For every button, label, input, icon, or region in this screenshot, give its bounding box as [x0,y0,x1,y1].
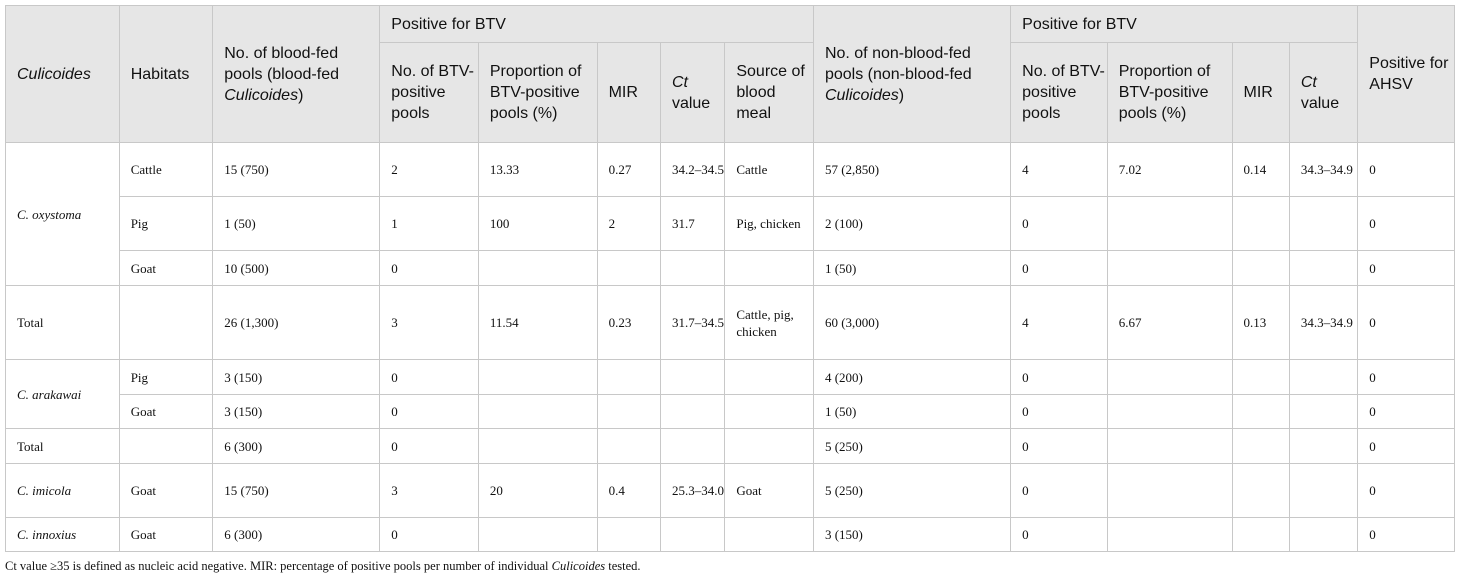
header-non-blood-fed-pools: No. of non-blood-fed pools (non-blood-fed Culicoides) [813,6,1010,143]
table-header [6,6,1455,143]
nbf-ct-cell [1289,395,1357,429]
blood-fed-pools-cell: 15 (750) [213,464,380,518]
nbf-positive-pools-cell: 0 [1011,395,1108,429]
header-bf-mir: MIR [597,43,660,143]
bf-proportion-cell: 11.54 [478,286,597,360]
table-body [6,143,1455,552]
non-blood-fed-pools-cell: 3 (150) [813,518,1010,552]
nbf-mir-cell [1232,197,1289,251]
bf-mir-cell [597,251,660,286]
bf-proportion-cell [478,429,597,464]
bf-positive-pools-cell: 0 [380,251,479,286]
non-blood-fed-pools-cell: 2 (100) [813,197,1010,251]
species-cell: Total [6,286,120,360]
table-row [6,360,1455,395]
bf-positive-pools-cell: 0 [380,518,479,552]
bf-positive-pools-cell: 1 [380,197,479,251]
blood-fed-pools-cell: 10 (500) [213,251,380,286]
nbf-ct-cell [1289,464,1357,518]
nbf-proportion-cell [1107,464,1232,518]
source-blood-meal-cell: Pig, chicken [725,197,814,251]
species-cell: Total [6,429,120,464]
ahsv-cell: 0 [1358,143,1455,197]
bf-positive-pools-cell: 0 [380,429,479,464]
nbf-positive-pools-cell: 0 [1011,360,1108,395]
source-blood-meal-cell [725,429,814,464]
bf-mir-cell: 2 [597,197,660,251]
nbf-ct-cell: 34.3–34.9 [1289,143,1357,197]
nbf-ct-cell [1289,518,1357,552]
nbf-positive-pools-cell: 4 [1011,143,1108,197]
nbf-proportion-cell [1107,197,1232,251]
source-blood-meal-cell [725,518,814,552]
bf-positive-pools-cell: 0 [380,395,479,429]
nbf-ct-cell [1289,429,1357,464]
nbf-mir-cell [1232,464,1289,518]
nbf-mir-cell [1232,251,1289,286]
source-blood-meal-cell: Cattle [725,143,814,197]
data-table-container [5,5,1455,552]
nbf-mir-cell: 0.13 [1232,286,1289,360]
bf-ct-cell [660,360,724,395]
nbf-positive-pools-cell: 0 [1011,518,1108,552]
bf-ct-cell [660,429,724,464]
bf-positive-pools-cell: 2 [380,143,479,197]
species-cell: C. innoxius [6,518,120,552]
nbf-proportion-cell [1107,395,1232,429]
table-row-total [6,429,1455,464]
header-bf-proportion: Proportion of BTV-positive pools (%) [478,43,597,143]
header-nbf-mir: MIR [1232,43,1289,143]
bf-mir-cell [597,395,660,429]
table-footnote: Ct value ≥35 is defined as nucleic acid negative. MIR: percentage of positive pools per number of individual Culicoides tested. [5,559,641,573]
species-cell: C. arakawai [6,360,120,429]
nbf-positive-pools-cell: 0 [1011,429,1108,464]
header-blood-fed-pools: No. of blood-fed pools (blood-fed Culicoides) [213,6,380,143]
nbf-proportion-cell: 6.67 [1107,286,1232,360]
bf-proportion-cell: 100 [478,197,597,251]
nbf-ct-cell: 34.3–34.9 [1289,286,1357,360]
bf-positive-pools-cell: 3 [380,286,479,360]
header-positive-ahsv: Positive for AHSV [1358,6,1455,143]
blood-fed-pools-cell: 6 (300) [213,518,380,552]
header-positive-btv-non-blood-fed: Positive for BTV [1011,6,1358,43]
ahsv-cell: 0 [1358,429,1455,464]
habitat-cell: Goat [119,251,213,286]
habitat-cell: Pig [119,197,213,251]
source-blood-meal-cell [725,360,814,395]
habitat-cell [119,286,213,360]
bf-ct-cell: 25.3–34.0 [660,464,724,518]
header-nbf-ct-value: Ct value [1289,43,1357,143]
source-blood-meal-cell [725,395,814,429]
habitat-cell: Cattle [119,143,213,197]
ahsv-cell: 0 [1358,197,1455,251]
nbf-mir-cell: 0.14 [1232,143,1289,197]
ahsv-cell: 0 [1358,518,1455,552]
nbf-proportion-cell: 7.02 [1107,143,1232,197]
bf-positive-pools-cell: 0 [380,360,479,395]
nbf-proportion-cell [1107,518,1232,552]
header-habitats: Habitats [119,6,213,143]
table-row-total [6,286,1455,360]
blood-fed-pools-cell: 6 (300) [213,429,380,464]
non-blood-fed-pools-cell: 1 (50) [813,395,1010,429]
nbf-ct-cell [1289,251,1357,286]
nbf-mir-cell [1232,518,1289,552]
header-source-blood-meal: Source of blood meal [725,43,814,143]
bf-mir-cell: 0.23 [597,286,660,360]
species-cell: C. imicola [6,464,120,518]
habitat-cell: Goat [119,518,213,552]
ahsv-cell: 0 [1358,251,1455,286]
bf-ct-cell [660,251,724,286]
table-row [6,395,1455,429]
nbf-positive-pools-cell: 0 [1011,251,1108,286]
nbf-mir-cell [1232,429,1289,464]
species-cell: C. oxystoma [6,143,120,286]
ahsv-cell: 0 [1358,286,1455,360]
header-positive-btv-blood-fed: Positive for BTV [380,6,814,43]
table-row [6,518,1455,552]
blood-fed-pools-cell: 3 (150) [213,360,380,395]
bf-proportion-cell [478,360,597,395]
habitat-cell: Goat [119,464,213,518]
table-row [6,251,1455,286]
bf-mir-cell [597,360,660,395]
non-blood-fed-pools-cell: 60 (3,000) [813,286,1010,360]
source-blood-meal-cell [725,251,814,286]
bf-proportion-cell [478,518,597,552]
bf-mir-cell [597,429,660,464]
bf-positive-pools-cell: 3 [380,464,479,518]
nbf-ct-cell [1289,197,1357,251]
nbf-mir-cell [1232,360,1289,395]
nbf-ct-cell [1289,360,1357,395]
bf-ct-cell [660,395,724,429]
blood-fed-pools-cell: 26 (1,300) [213,286,380,360]
habitat-cell: Goat [119,395,213,429]
nbf-positive-pools-cell: 0 [1011,197,1108,251]
non-blood-fed-pools-cell: 5 (250) [813,429,1010,464]
nbf-positive-pools-cell: 0 [1011,464,1108,518]
non-blood-fed-pools-cell: 1 (50) [813,251,1010,286]
table-row [6,143,1455,197]
nbf-proportion-cell [1107,360,1232,395]
header-nbf-btv-positive-pools: No. of BTV-positive pools [1011,43,1108,143]
source-blood-meal-cell: Cattle, pig, chicken [725,286,814,360]
ahsv-cell: 0 [1358,395,1455,429]
bf-mir-cell [597,518,660,552]
bf-proportion-cell: 20 [478,464,597,518]
source-blood-meal-cell: Goat [725,464,814,518]
non-blood-fed-pools-cell: 5 (250) [813,464,1010,518]
bf-proportion-cell [478,395,597,429]
nbf-mir-cell [1232,395,1289,429]
bf-mir-cell: 0.4 [597,464,660,518]
table-row [6,197,1455,251]
header-bf-btv-positive-pools: No. of BTV-positive pools [380,43,479,143]
ahsv-cell: 0 [1358,360,1455,395]
bf-proportion-cell [478,251,597,286]
bf-proportion-cell: 13.33 [478,143,597,197]
header-culicoides: Culicoides [6,6,120,143]
bf-ct-cell: 31.7–34.5 [660,286,724,360]
bf-mir-cell: 0.27 [597,143,660,197]
nbf-proportion-cell [1107,251,1232,286]
blood-fed-pools-cell: 1 (50) [213,197,380,251]
data-table [5,5,1455,552]
bf-ct-cell: 34.2–34.5 [660,143,724,197]
blood-fed-pools-cell: 15 (750) [213,143,380,197]
habitat-cell [119,429,213,464]
ahsv-cell: 0 [1358,464,1455,518]
nbf-positive-pools-cell: 4 [1011,286,1108,360]
nbf-proportion-cell [1107,429,1232,464]
table-row [6,464,1455,518]
non-blood-fed-pools-cell: 4 (200) [813,360,1010,395]
habitat-cell: Pig [119,360,213,395]
bf-ct-cell [660,518,724,552]
blood-fed-pools-cell: 3 (150) [213,395,380,429]
header-nbf-proportion: Proportion of BTV-positive pools (%) [1107,43,1232,143]
bf-ct-cell: 31.7 [660,197,724,251]
header-bf-ct-value: Ct value [660,43,724,143]
non-blood-fed-pools-cell: 57 (2,850) [813,143,1010,197]
